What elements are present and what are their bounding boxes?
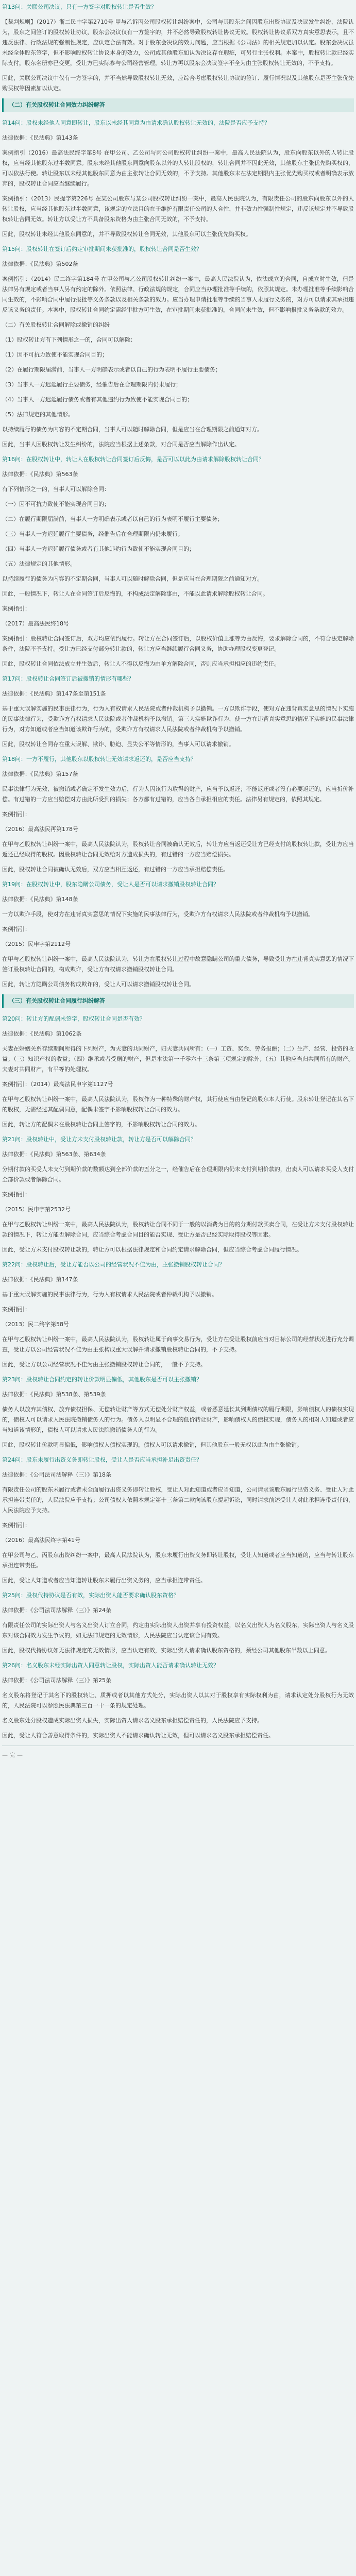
paragraph: （4）当事人一方迟延履行债务或者有其他违约行为致使不能实现合同目的； [2,396,193,403]
question-heading: 第26问：名义股东未经实际出资人同意转让股权，实际出资人能否请求确认转让无效？ [2,1662,219,1669]
paragraph: （二）有关股权转让合同解除或撤销的纠纷 [2,321,110,328]
paragraph: 法律依据：《公司法司法解释（三）》第25条 [2,1677,111,1684]
paragraph: （2015）民申字第2532号 [2,1206,71,1213]
question-heading: 第18问：一方不履行，其他股东以股权转让无效请求返还的，是否应当支持？ [2,756,196,762]
paragraph: 因此，转让方隐瞒公司债务构成欺诈的，受让人可以请求撤销股权转让合同。 [2,981,195,988]
paragraph: 案例指引： [2,926,30,933]
question-heading: 第19问：在股权转让中，股东隐瞒公司债务，受让人是否可以请求撤销股权转让合同？ [2,881,219,888]
paragraph: 因此，股权转让合同依法成立并生效后，转让人不得以反悔为由单方解除合同，否则应当承担相应的违约责任。 [2,660,280,667]
question-heading: 第21问：股权转让中，受让方未支付股权转让款，转让方是否可以解除合同？ [2,1136,196,1143]
paragraph: 案例指引： [2,1522,30,1529]
paragraph: 因此，股权转让合同被确认无效后，双方应当相互返还，有过错的一方应当承担赔偿责任。 [2,866,229,873]
question-heading: 第15问：股权转让在签订后约定审批期间未获批准的，股权转让合同是否生效？ [2,246,202,252]
paragraph: 民事法律行为无效、被撤销或者确定不发生效力后，行为人因该行为取得的财产，应当予以返还；不能返还或者没有必要返还的，应当折价补偿。有过错的一方应当赔偿对方由此所受到的损失；各方都有过错的，应当各自承担相应的责任。法律另有规定的，依照其规定。 [2,786,354,803]
section-heading: （二）有关股权转让合同效力纠纷解答 [2,98,354,112]
paragraph: 在甲与乙股权转让纠纷一案中，最高人民法院认为，股权作为一种特殊的财产权，其行使应当由登记的股东本人行使。股东转让登记在其名下的股权，无需经过其配偶同意，配偶未签字不影响股权转让合同的效力。 [2,1096,354,1113]
question-heading: 第14问：股权未经他人同意即转让，股东以未经其同意为由请求确认股权转让无效的，法院是否应予支持？ [2,120,270,126]
question-heading: 第17问：股权转让合同签订后被撤销的情形有哪些？ [2,675,134,682]
paragraph: 基于重大误解实施的民事法律行为，行为人有权请求人民法院或者仲裁机构予以撤销。 [2,1291,217,1298]
paragraph: 有下列情形之一的，当事人可以解除合同： [2,486,110,493]
paragraph: 一方以欺诈手段，使对方在违背真实意思的情况下实施的民事法律行为，受欺诈方有权请求人民法院或者仲裁机构予以撤销。 [2,911,314,918]
paragraph: （2013）民二终字第58号 [2,1321,69,1328]
paragraph: （2016）最高法民再第178号 [2,826,78,833]
paragraph: 法律依据：《民法典》第538条、第539条 [2,1391,106,1398]
question-heading: 第25问：股权代持协议是否有效，实际出资人能否要求确认股东资格？ [2,1592,179,1599]
paragraph: 案例指引（2016）最高法民终字第8号 在甲公司、乙公司与丙公司股权转让纠纷一案中，最高人民法院认为，股东向股东以外的人转让股权，应当经其他股东过半数同意。股东未经其他股东同意向股东以外的人转让股权的，转让合同并不因此无效，其他股东主张优先购买权的，可以依法行使。转让股东以未经其他股东同意为由主张转让合同无效的，不予支持。其他股东未在法定期限内主张优先购买权或者明确表示放弃的，股权转让合同应当继续履行。 [2,149,354,187]
paragraph: 法律依据：《民法典》第147条 [2,1276,78,1283]
paragraph: 法律依据：《民法典》第143条 [2,134,78,141]
paragraph: 案例指引： [2,811,30,818]
paragraph: 法律依据：《民法典》第563条 [2,471,78,478]
paragraph: 案例指引： [2,605,30,612]
question-heading: 第23问：股权转让合同约定的转让价款明显偏低，其他股东是否可以主张撤销？ [2,1376,202,1383]
paragraph: 因此，受让方未支付股权转让款的，转让方可以根据法律规定和合同约定请求解除合同，但应当综合考虑合同履行情况。 [2,1246,302,1253]
paragraph: 因此，受让人符合善意取得条件的，实际出资人不能请求确认转让无效，但可以请求名义股东承担赔偿责任。 [2,1732,274,1739]
paragraph: （2017）最高法民终18号 [2,620,69,627]
paragraph: （2015）民申字第2112号 [2,941,71,947]
paragraph: （五）法律规定的其他情形。 [2,561,76,567]
paragraph: 案例指引：（2014）民二终字第184号 在甲公司与乙公司股权转让纠纷一案中，最高人民法院认为，依法成立的合同，自成立时生效，但是法律另有规定或者当事人另有约定的除外。依照法律、行政法规的规定，合同应当办理批准等手续的，依照其规定。未办理批准等手续影响合同生效的，不影响合同中履行报批等义务条款以及相关条款的效力。应当办理申请批准等手续的当事人未履行义务的，对方可以请求其承担违反该义务的责任。本案中，股权转让合同约定需经审批方可生效，在审批期间未获批准的，合同尚未生效，但不影响报批义务条款的效力。 [2,276,354,313]
paragraph: 法律依据：《民法典》第502条 [2,261,78,267]
paragraph: （3）当事人一方迟延履行主要债务，经催告后在合理期限内仍未履行； [2,381,181,388]
paragraph: （1）因不可抗力致使不能实现合同目的； [2,351,108,358]
paragraph: 因此，一般情况下，转让人在合同签订后反悔的，不构成法定解除事由，不能以此请求解除股权转让合同。 [2,590,268,597]
section-heading: （三）有关股权转让合同履行纠纷解答 [2,994,354,1008]
paragraph: 法律依据：《民法典》第147条至第151条 [2,690,106,697]
paragraph: 分期付款的买受人未支付到期价款的数额达到全部价款的五分之一，经催告后在合理期限内仍未支付到期价款的，出卖人可以请求买受人支付全部价款或者解除合同。 [2,1166,354,1183]
question-heading: 第13问：关联公司决议，只有一方签字对股权转让是否生效？ [2,4,157,10]
paragraph: 法律依据：《民法典》第563条、第634条 [2,1151,106,1158]
question-heading: 第24问：股东未履行出资义务即转让股权，受让人是否应当承担补足出资责任？ [2,1456,202,1463]
paragraph: 在甲与乙股权转让纠纷一案中，最高人民法院认为，转让方在股权转让过程中故意隐瞒公司的重大债务，导致受让方在违背真实意思的情况下签订股权转让合同的，构成欺诈，受让方有权请求撤销股权转让合同。 [2,956,354,973]
paragraph: 因此，当事人因股权转让发生纠纷的，法院应当根据上述条款，对合同是否应当解除作出认定。 [2,441,240,448]
paragraph: 名义股东将登记于其名下的股权转让、质押或者以其他方式处分，实际出资人以其对于股权享有实际权利为由，请求认定处分股权行为无效的，人民法院可以参照民法典第三百一十一条的规定处理。 [2,1692,354,1709]
paragraph: 债务人以放弃其债权、放弃债权担保、无偿转让财产等方式无偿处分财产权益，或者恶意延长其到期债权的履行期限，影响债权人的债权实现的，债权人可以请求人民法院撤销债务人的行为。债务人以明显不合理的低价转让财产，影响债权人的债权实现，债务人的相对人知道或者应当知道该情形的，债权人可以请求人民法院撤销债务人的行为。 [2,1406,354,1433]
paragraph: （二）在履行期限届满前，当事人一方明确表示或者以自己的行为表明不履行主要债务； [2,516,223,522]
paragraph: 因此，转让方的配偶未在股权转让合同上签字的，不影响股权转让合同的效力。 [2,1121,200,1128]
paragraph: 因此，股权转让合同存在重大误解、欺诈、胁迫、显失公平等情形的，当事人可以请求撤销。 [2,741,234,748]
paragraph: （2016）最高法民终字第41号 [2,1537,80,1544]
footer: — 完 — [2,1745,354,1760]
paragraph: 基于重大误解实施的民事法律行为，行为人有权请求人民法院或者仲裁机构予以撤销。一方以欺诈手段，使对方在违背真实意思的情况下实施的民事法律行为，受欺诈方有权请求人民法院或者仲裁机构予以撤销。第三人实施欺诈行为，使一方在违背真实意思的情况下实施的民事法律行为，对方知道或者应当知道该欺诈行为的，受欺诈方有权请求人民法院或者仲裁机构予以撤销。 [2,705,354,733]
paragraph: 在甲与乙股权转让纠纷一案中，最高人民法院认为，股权转让属于商事交易行为，受让方在受让股权前应当对目标公司的经营状况进行充分调查，受让方以公司经营状况不佳为由主张构成重大误解并请求撤销股权转让合同的，不予支持。 [2,1336,354,1353]
paragraph: （一）因不可抗力致使不能实现合同目的； [2,501,110,507]
paragraph: 法律依据：《公司法司法解释（三）》第18条 [2,1471,111,1478]
paragraph: 在甲与乙股权转让纠纷一案中，最高人民法院认为，股权转让合同被确认无效后，转让方应当返还受让方已经支付的股权转让款，受让方应当返还已经取得的股权。因股权转让合同无效给对方造成损失的，有过错的一方应当赔偿损失。 [2,841,354,858]
paragraph: 因此，股权转让未经其他股东同意的，并不导致股权转让合同无效，其他股东可以主张优先购买权。 [2,231,251,238]
paragraph: 案例指引： [2,1306,30,1313]
paragraph: （1）股权转让方有下列情形之一的，合同可以解除： [2,336,136,343]
question-heading: 第22问：股权转让后，受让方能否以公司的经营状况不佳为由，主张撤销股权转让合同？ [2,1261,225,1268]
paragraph: 因此，股权代持协议如无法律规定的无效情形，应当认定有效，实际出资人请求确认股东资格的，须经公司其他股东半数以上同意。 [2,1647,331,1654]
paragraph: 夫妻在婚姻关系存续期间所得的下列财产，为夫妻的共同财产，归夫妻共同所有：（一）工资、奖金、劳务报酬；（二）生产、经营、投资的收益；（三）知识产权的收益；（四）继承或者受赠的财产，但是本法第一千零六十三条第三项规定的除外；（五）其他应当归共同所有的财产。夫妻对共同财产，有平等的处理权。 [2,1045,354,1073]
paragraph: 在甲与乙股权转让纠纷一案中，最高人民法院认为，股权转让合同不同于一般的以消费为目的的分期付款买卖合同，在受让方未支付股权转让款的情况下，转让方能否解除合同，应当综合考虑合同目的能否实现、受让方是否已经实际取得股权等因素。 [2,1221,354,1238]
paragraph: 案例指引：股权转让合同签订后，双方均应依约履行。转让方在合同签订后，以股权价值上涨等为由反悔，要求解除合同的，不符合法定解除条件，法院不予支持。受让方已经支付部分转让款的，转让方应当继续履行合同义务，协助办理股权变更登记。 [2,635,354,652]
paragraph: 因此，关联公司决议中仅有一方签字的，并不当然导致股权转让无效，应综合考虑股权转让协议的签订、履行情况以及其他股东是否主张优先购买权等因素加以认定。 [2,75,354,92]
paragraph: 有限责任公司的实际出资人与名义出资人订立合同，约定由实际出资人出资并享有投资权益，以名义出资人为名义股东，实际出资人与名义股东对该合同效力发生争议的，如无法律规定的无效情形，人民法院应当认定该合同有效。 [2,1622,354,1639]
paragraph: 因此，受让人知道或者应当知道转让股东未履行出资义务的，应当承担连带责任。 [2,1577,206,1584]
question-heading: 第16问：在股权转让中，转让人在股权转让合同签订后反悔，是否可以以此为由请求解除股权转让合同？ [2,456,264,463]
paragraph: （5）法律规定的其他情形。 [2,411,74,418]
paragraph: 因此，股权转让价款明显偏低，影响债权人债权实现的，债权人可以请求撤销，但其他股东一般无权以此为由主张撤销。 [2,1442,302,1448]
paragraph: 案例指引： [2,1191,30,1198]
paragraph: 有限责任公司的股东未履行或者未全面履行出资义务即转让股权，受让人对此知道或者应当知道，公司请求该股东履行出资义务、受让人对此承担连带责任的，人民法院应予支持；公司债权人依照本规定第十三条第二款向该股东提起诉讼，同时请求前述受让人对此承担连带责任的，人民法院应予支持。 [2,1486,354,1514]
paragraph: 法律依据：《民法典》第148条 [2,896,78,903]
paragraph: 法律依据：《民法典》第157条 [2,771,78,777]
paragraph: 案例指引：（2013）民提字第226号 在某公司股东与某公司股权转让纠纷一案中，最高人民法院认为，有限责任公司的股东向股东以外的人转让股权，应当经其他股东过半数同意，该规定的立法目的在于维护有限责任公司的人合性，并非效力性强制性规定，违反该规定并不导致股权转让合同无效。转让方以受让方不具备股东资格为由主张合同无效的，不予支持。 [2,195,354,223]
question-heading: 第20问：转让方的配偶未签字，股权转让合同是否有效？ [2,1015,145,1022]
paragraph: 法律依据：《公司法司法解释（三）》第24条 [2,1607,111,1614]
paragraph: 名义股东处分股权造成实际出资人损失，实际出资人请求名义股东承担赔偿责任的，人民法院应予支持。 [2,1717,263,1724]
paragraph: 在甲公司与乙、丙股东出资纠纷一案中，最高人民法院认为，股东未履行出资义务即转让股权，受让人知道或者应当知道的，应当与转让股东承担连带责任。 [2,1552,354,1569]
paragraph: （2）在履行期限届满前，当事人一方明确表示或者以自己的行为表明不履行主要债务； [2,366,221,373]
paragraph: 以持续履行的债务为内容的不定期合同，当事人可以随时解除合同，但是应当在合理期限之前通知对方。 [2,575,263,582]
paragraph: 【裁判规则】（2017）浙二民中字第2710号 甲与乙诉丙公司股权转让纠纷案中，公司与其股东之间因股东出资协议及决议发生纠纷，法院认为，股东之间签订的股权转让协议，股东会决议仅有一方签字的，并不必然导致股权转让协议无效。股权转让协议系双方真实意思表示，且不违反法律、行政法规的强制性规定，应认定合法有效。对于股东会决议的效力问题，应当根据《公司法》的相关规定加以认定。股东会决议虽未经全体股东签字，但不影响股权转让协议本身的效力，公司或其他股东如认为决议存在瑕疵，可另行主张权利。本案中，股权转让款已经实际支付，股东名册亦已变更，受让方已实际参与公司经营管理，转让方再以股东会决议签字不全为由主张股权转让无效的，不予支持。 [2,19,354,66]
paragraph: 法律依据：《民法典》第1062条 [2,1030,82,1037]
paragraph: （四）当事人一方迟延履行债务或者有其他违约行为致使不能实现合同目的； [2,546,195,552]
paragraph: 因此，受让方以公司经营状况不佳为由主张撤销股权转让合同的，一般不予支持。 [2,1361,206,1368]
paragraph: （三）当事人一方迟延履行主要债务，经催告后在合理期限内仍未履行； [2,531,183,537]
paragraph: 案例指引：（2014）最高法民申字第1127号 [2,1081,113,1088]
paragraph: 以持续履行的债务为内容的不定期合同，当事人可以随时解除合同，但是应当在合理期限之前通知对方。 [2,426,263,433]
